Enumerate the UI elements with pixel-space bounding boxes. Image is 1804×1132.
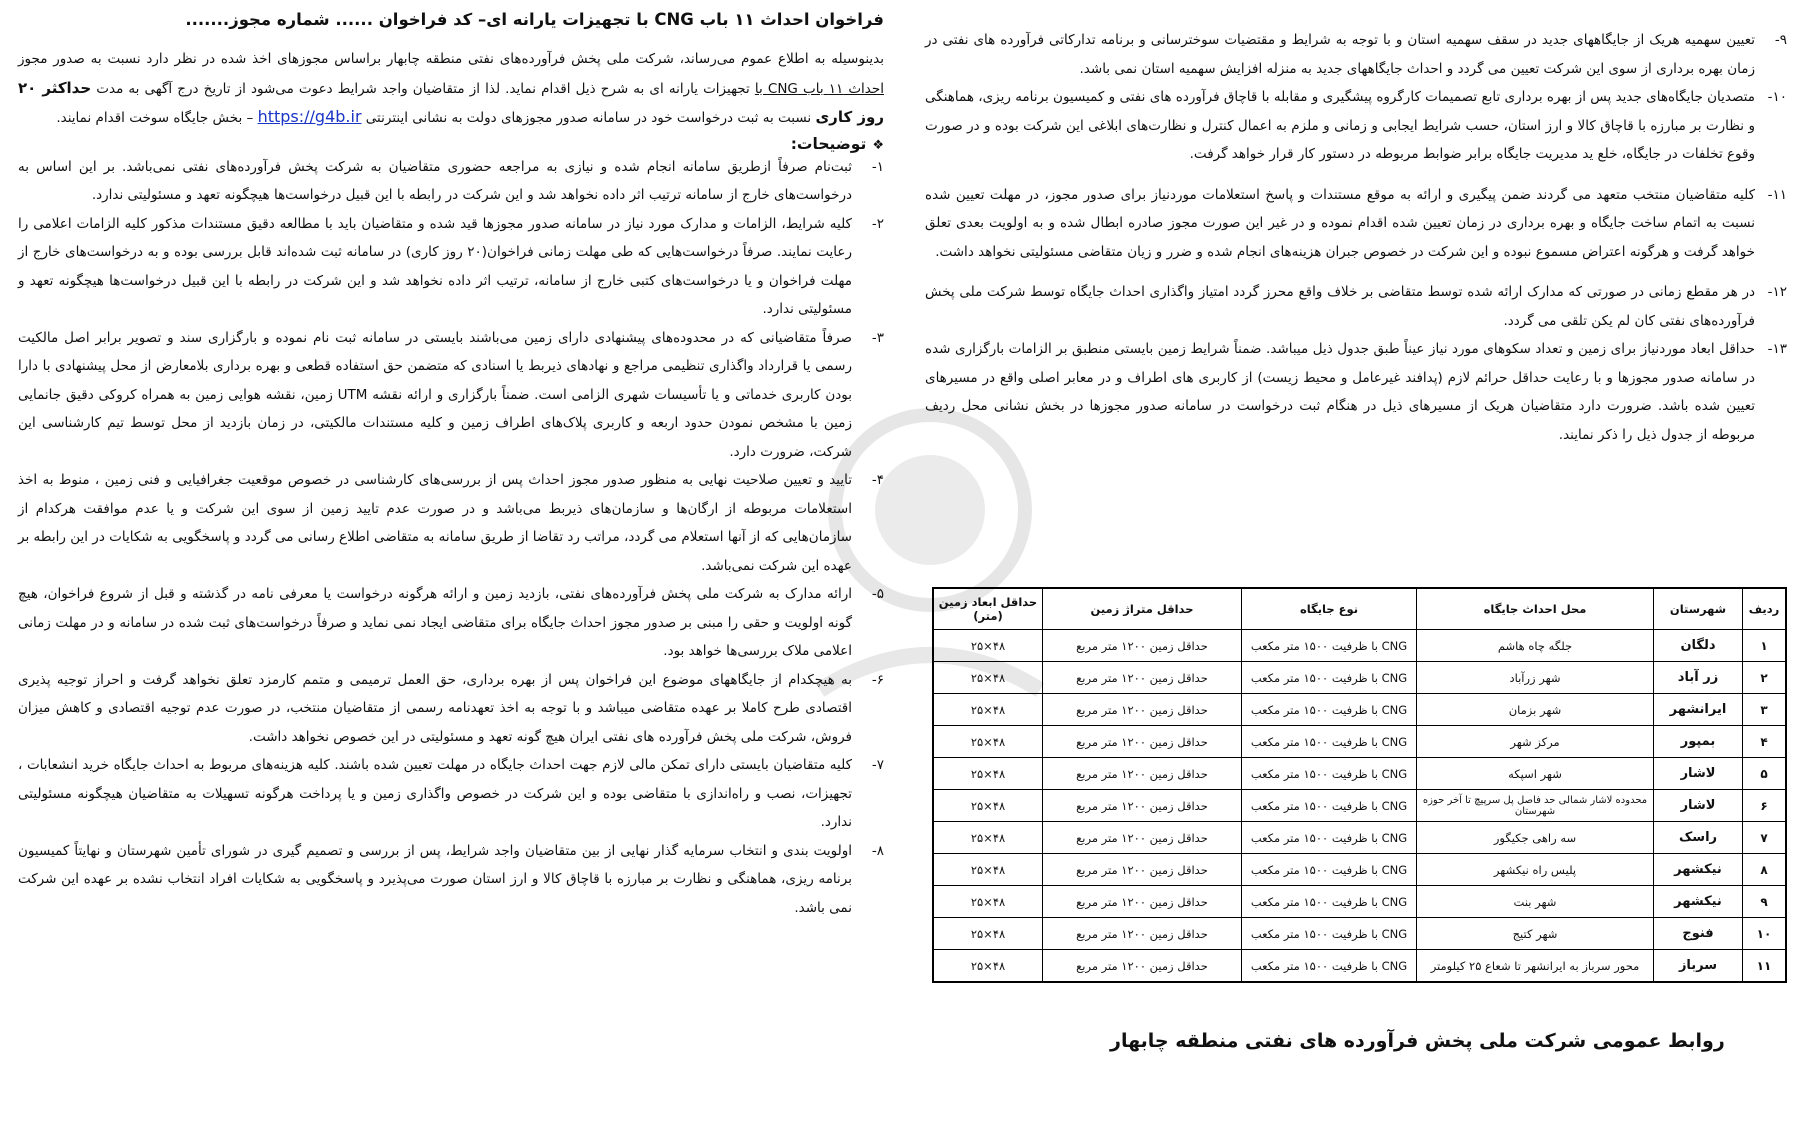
table-header-row <box>933 588 1786 630</box>
item-number: -۶ <box>871 671 884 688</box>
list-item <box>18 210 884 324</box>
cell-row: ۷ <box>1743 822 1787 854</box>
intro-text-3: نسبت به ثبت درخواست خود در سامانه صدور مجوزهای دولت به نشانی اینترنتی <box>361 110 816 126</box>
item-text: تایید و تعیین صلاحیت نهایی به منظور صدور مجوز احداث پس از بررسی‌های کارشناسی در خصوص موقعیت جغرافیایی و فنی زمین ، منوط به اخذ استعلامات مربوطه از ارگان‌ها و سازمان‌های ذیربط می‌باشد و در صورت عدم تایید زمین از سوی این شرکت و یا عدم موافقت هرکدام از سازمان‌هایی که از آنها استعلام می گردد، مراتب رد تقاضا از طریق سامانه به متقاضی اطلاع رسانی می گردد و پاسخگویی به شکایات در این رابطه بر عهده این شرکت نمی‌باشد. <box>18 472 852 574</box>
cell-city: ایرانشهر <box>1654 694 1743 726</box>
cell-city: نیکشهر <box>1654 854 1743 886</box>
notes-heading-label: توضیحات: <box>790 134 867 153</box>
cell-row: ۱ <box>1743 630 1787 662</box>
cell-dims: ۴۸×۲۵ <box>933 726 1043 758</box>
cell-row: ۶ <box>1743 790 1787 822</box>
cell-dims: ۴۸×۲۵ <box>933 630 1043 662</box>
cell-location: محدوده لاشار شمالی حد فاصل پل سرپیچ تا آخر حوزه شهرستان <box>1417 790 1654 822</box>
cell-row: ۱۱ <box>1743 950 1787 983</box>
cell-city: سرباز <box>1654 950 1743 983</box>
intro-underlined: احداث ۱۱ باب CNG با <box>754 80 884 97</box>
header-row-number: ردیف <box>1743 588 1787 630</box>
item-text: اولویت بندی و انتخاب سرمایه گذار نهایی از بین متقاضیان واجد شرایط، پس از بررسی و تصمیم گیری در شورای تأمین شهرستان و نهایتاً کمیسیون برنامه ریزی، هماهنگی و نظارت بر مبارزه با قاچاق کالا و ارز استان صورت می‌پذیرد و پاسخگویی به شکایات افراد انتخاب نشده بر عهده این شرکت نمی باشد. <box>18 842 852 916</box>
cell-dims: ۴۸×۲۵ <box>933 662 1043 694</box>
list-item <box>18 324 884 467</box>
left-column <box>18 0 884 922</box>
cell-dims: ۴۸×۲۵ <box>933 886 1043 918</box>
list-item <box>18 666 884 752</box>
item-text: ثبت‌نام صرفاً ازطریق سامانه انجام شده و نیازی به مراجعه حضوری متقاضیان به شرکت پخش فرآورده‌های نفتی نمی‌باشد. بر این اساس به درخواست‌های خارج از سامانه ترتیب اثر داده نخواهد شد و این شرکت در رابطه با این قبیل درخواست‌ها هیچگونه تعهد و مسئولیتی ندارد. <box>18 158 852 203</box>
intro-text-2: تجهیزات یارانه ای به شرح ذیل اقدام نماید. لذا از متقاضیان واجد شرایط دعوت می‌شود از تاریخ درج آگهی به مدت <box>91 80 755 97</box>
cell-location: شهر زرآباد <box>1417 662 1654 694</box>
stations-table <box>932 587 1787 983</box>
cell-area: حداقل زمین ۱۲۰۰ متر مربع <box>1043 630 1242 662</box>
cell-location: شهر کتیج <box>1417 918 1654 950</box>
cell-area: حداقل زمین ۱۲۰۰ متر مربع <box>1043 822 1242 854</box>
intro-text-4: – بخش جایگاه سوخت اقدام نمایند. <box>56 110 258 126</box>
list-item <box>925 26 1787 83</box>
intro-text-1: بدینوسیله به اطلاع عموم می‌رساند، شرکت ملی پخش فرآورده‌های نفتی منطقه چابهار براساس مجوزهای اخذ شده در نظر دارد نسبت به صدور مجوز <box>18 51 884 67</box>
table-row <box>933 822 1786 854</box>
item-text: کلیه متقاضیان بایستی دارای تمکن مالی لازم جهت احداث جایگاه در مهلت تعیین شده باشند. کلیه هزینه‌های مربوط به احداث جایگاه خرید انشعابات ، تجهیزات، نصب و راه‌اندازی با متقاضی بوده و این شرکت در خصوص واگذاری زمین و یا پرداخت هرگونه تسهیلات به متقاضیان هیچگونه مسئولیتی ندارد. <box>18 757 852 830</box>
header-type: نوع جایگاه <box>1242 588 1417 630</box>
item-text: ارائه مدارک به شرکت ملی پخش فرآورده‌های نفتی، بازدید زمین و ارائه هرگونه درخواست یا معرفی نامه در گذشته و قبل از شروع فراخوان، هیچ گونه اولویت و حقی را مبنی بر صدور مجوز احداث جایگاه برای متقاضی ایجاد نمی نماید و صرفاً درخواست‌های ثبت شده در سامانه و در مهلت زمانی اعلامی ملاک بررسی‌ها خواهد بود. <box>18 586 852 659</box>
cell-location: محور سرباز به ایرانشهر تا شعاع ۲۵ کیلومتر <box>1417 950 1654 983</box>
table-row <box>933 758 1786 790</box>
cell-location: جلگه چاه هاشم <box>1417 630 1654 662</box>
item-text: تعیین سهمیه هریک از جایگاههای جدید در سقف سهمیه استان و با توجه به شرایط و مقتضیات سوخترسانی و برنامه تدارکاتی فرآورده های نفتی در زمان بهره برداری از سوی این شرکت تعیین می گردد و احداث جایگاههای جدید به منزله افزایش سهمیه استان نمی باشد. <box>925 32 1755 77</box>
intro-deadline: حداکثر ۲۰ روز کاری <box>18 78 884 126</box>
cell-dims: ۴۸×۲۵ <box>933 822 1043 854</box>
item-number: -۱۳ <box>1767 341 1787 357</box>
cell-dims: ۴۸×۲۵ <box>933 758 1043 790</box>
list-item <box>18 751 884 837</box>
cell-city: لاشار <box>1654 758 1743 790</box>
list-item <box>18 580 884 666</box>
table-row <box>933 918 1786 950</box>
list-item <box>18 153 884 210</box>
cell-row: ۵ <box>1743 758 1787 790</box>
cell-location: مرکز شهر <box>1417 726 1654 758</box>
cell-dims: ۴۸×۲۵ <box>933 790 1043 822</box>
item-number: -۷ <box>871 757 884 773</box>
table-row <box>933 662 1786 694</box>
header-area: حداقل متراژ زمین <box>1043 588 1242 630</box>
cell-city: راسک <box>1654 822 1743 854</box>
header-city: شهرستان <box>1654 588 1743 630</box>
list-item <box>925 181 1787 267</box>
cell-city: دلگان <box>1654 630 1743 662</box>
item-text: حداقل ابعاد موردنیاز برای زمین و تعداد سکوهای مورد نیاز عیناً طبق جدول ذیل میباشد. ضمناً شرایط زمین بایستی منطبق بر الزامات بارگزاری شده در سامانه صدور مجوزها و با رعایت حداقل حرائم لازم (پدافند غیرعامل و محیط زیست) از کاربری های اطراف و در معابر اصلی واقع در مسیرهای تعیین شده باشد. ضرورت دارد متقاضیان هریک از مسیرهای ذیل در هنگام ثبت درخواست در سامانه صدور مجوزها در بخش نشانی محل ردیف مربوطه از جدول ذیل را ذکر نمایند. <box>925 341 1755 443</box>
cell-city: زر آباد <box>1654 662 1743 694</box>
cell-dims: ۴۸×۲۵ <box>933 694 1043 726</box>
item-number: -۱۲ <box>1767 284 1787 300</box>
item-number: -۲ <box>871 215 884 232</box>
list-item <box>925 278 1787 335</box>
header-location: محل احداث جایگاه <box>1417 588 1654 630</box>
cell-row: ۳ <box>1743 694 1787 726</box>
list-item <box>18 837 884 923</box>
cell-city: لاشار <box>1654 790 1743 822</box>
item-text: کلیه شرایط، الزامات و مدارک مورد نیاز در سامانه صدور مجوزها قید شده و متقاضیان باید با مطالعه دقیق مستندات مذکور کلیه الزامات اعلامی را رعایت نمایند. صرفاً درخواست‌هایی که طی مهلت زمانی فراخوان(۲۰ روز کاری) در سامانه ثبت شده‌اند قابل بررسی بوده و به درخواست‌های خارج از مهلت فراخوان و یا درخواست‌های کتبی خارج از سامانه، ترتیب اثر داده نخواهد شد و این شرکت در رابطه با این قبیل درخواست‌ها هیچگونه تعهد و مسئولیتی ندارد. <box>18 215 852 317</box>
cell-dims: ۴۸×۲۵ <box>933 918 1043 950</box>
cell-city: بمپور <box>1654 726 1743 758</box>
table-row <box>933 790 1786 822</box>
cell-location: شهر بنت <box>1417 886 1654 918</box>
cell-area: حداقل زمین ۱۲۰۰ متر مربع <box>1043 950 1242 983</box>
item-number: -۸ <box>871 842 884 859</box>
cell-city: نیکشهر <box>1654 886 1743 918</box>
list-item <box>18 466 884 580</box>
item-number: -۳ <box>871 329 884 346</box>
right-column <box>925 0 1787 449</box>
bullet-icon: ❖ <box>872 137 884 153</box>
cell-row: ۸ <box>1743 854 1787 886</box>
cell-area: حداقل زمین ۱۲۰۰ متر مربع <box>1043 758 1242 790</box>
item-number: -۵ <box>871 586 884 602</box>
cell-row: ۹ <box>1743 886 1787 918</box>
cell-type: CNG با ظرفیت ۱۵۰۰ متر مکعب <box>1242 886 1417 918</box>
cell-area: حداقل زمین ۱۲۰۰ متر مربع <box>1043 790 1242 822</box>
cell-location: شهر اسپکه <box>1417 758 1654 790</box>
cell-location: سه راهی جکیگور <box>1417 822 1654 854</box>
table-row <box>933 854 1786 886</box>
cell-type: CNG با ظرفیت ۱۵۰۰ متر مکعب <box>1242 790 1417 822</box>
item-text: به هیچکدام از جایگاههای موضوع این فراخوان پس از بهره برداری، حق العمل ترمیمی و متمم کارمزد تعلق نخواهد گرفت و احراز توجیه پذیری اقتصادی طرح کاملا بر عهده متقاضی میباشد و با توجه به اخذ تعهدنامه رسمی از متقاضیان منتخب، در صورت عدم توجیه اقتصادی و کاهش میزان فروش، شرکت ملی پخش فرآورده های نفتی ایران هیچ گونه تعهد و مسئولیتی در این خصوص نخواهد داشت. <box>18 671 852 745</box>
cell-city: فنوج <box>1654 918 1743 950</box>
table-row <box>933 694 1786 726</box>
cell-type: CNG با ظرفیت ۱۵۰۰ متر مکعب <box>1242 630 1417 662</box>
cell-row: ۲ <box>1743 662 1787 694</box>
item-text: متصدیان جایگاه‌های جدید پس از بهره برداری تابع تصمیمات کارگروه پیشگیری و مقابله با قاچاق فرآورده های نفتی و کمیسیون برنامه ریزی، هماهنگی و نظارت بر مبارزه با قاچاق کالا و ارز استان، حسب شرایط ایجابی و زمانی و ملزم به اعمال کنترل و نظارت‌های ابلاغی این شرکت بوده و در صورت وقوع تخلفات در جایگاه، خلع ید مدیریت جایگاه برابر ضوابط مربوطه در دستور کار قرار خواهد گرفت. <box>925 89 1755 162</box>
cell-area: حداقل زمین ۱۲۰۰ متر مربع <box>1043 694 1242 726</box>
cell-dims: ۴۸×۲۵ <box>933 854 1043 886</box>
footer-signature: روابط عمومی شرکت ملی پخش فرآورده های نفتی منطقه چابهار <box>1110 1030 1725 1052</box>
list-item <box>925 83 1787 169</box>
item-number: -۹ <box>1774 32 1787 48</box>
cell-location: پلیس راه نیکشهر <box>1417 854 1654 886</box>
cell-area: حداقل زمین ۱۲۰۰ متر مربع <box>1043 726 1242 758</box>
item-number: -۴ <box>871 472 884 488</box>
item-text: صرفاً متقاضیانی که در محدوده‌های پیشنهادی دارای زمین می‌باشند بایستی در سامانه ثبت نام نموده و بارگزاری سند و تصویر برابر اصل مالکیت رسمی یا قرارداد واگذاری تنظیمی مراجع و نهادهای ذیربط یا اسنادی که متضمن حق استفاده قطعی و بهره برداری بلامعارض از محل پیشنهادی با دارا بودن کاربری خدماتی و یا تأسیسات شهری الزامی است. ضمناً بارگزاری و ارائه نقشه UTM زمین، نقشه هوایی زمین به همراه کروکی دقیق جانمایی زمین با مشخص نمودن حدود اربعه و کاربری پلاک‌های اطراف زمین و کلیه مستندات مالکیتی، در زمان بازدید از محل توسط تیم کارشناسی این شرکت، ضرورت دارد. <box>18 329 852 460</box>
announcement-title: فراخوان احداث ۱۱ باب CNG با تجهیزات یارانه ای– کد فراخوان ...... شماره مجوز....... <box>185 10 884 29</box>
header-dims: حداقل ابعاد زمین (متر) <box>933 588 1043 630</box>
item-text: کلیه متقاضیان منتخب متعهد می گردند ضمن پیگیری و ارائه به موقع مستندات و پاسخ استعلامات موردنیاز برای صدور مجوز، در مهلت تعیین شده نسبت به اتمام ساخت جایگاه و بهره برداری در زمان تعیین شده اقدام نموده و در غیر این صورت مجوز صادره ابطال شده و به اولویت بعدی تعلق خواهد گرفت و هرگونه اعتراض مسموع نبوده و این شرکت در خصوص جبران هزینه‌های انجام شده و ضرر و زیان متقاضی مسئولیتی نخواهد داشت. <box>925 186 1755 260</box>
item-number: -۱ <box>871 158 884 175</box>
table-row <box>933 886 1786 918</box>
cell-type: CNG با ظرفیت ۱۵۰۰ متر مکعب <box>1242 726 1417 758</box>
cell-area: حداقل زمین ۱۲۰۰ متر مربع <box>1043 662 1242 694</box>
cell-dims: ۴۸×۲۵ <box>933 950 1043 983</box>
cell-area: حداقل زمین ۱۲۰۰ متر مربع <box>1043 886 1242 918</box>
cell-type: CNG با ظرفیت ۱۵۰۰ متر مکعب <box>1242 694 1417 726</box>
cell-row: ۱۰ <box>1743 918 1787 950</box>
intro-paragraph <box>18 45 884 133</box>
item-text: در هر مقطع زمانی در صورتی که مدارک ارائه شده توسط متقاضی بر خلاف واقع محرز گردد امتیاز واگذاری احداث جایگاه توسط شرکت ملی پخش فرآورده‌های نفتی کان لم یکن تلقی می گردد. <box>925 284 1755 329</box>
notes-heading <box>18 135 884 153</box>
cell-type: CNG با ظرفیت ۱۵۰۰ متر مکعب <box>1242 758 1417 790</box>
item-number: -۱۱ <box>1767 186 1787 203</box>
cell-location: شهر بزمان <box>1417 694 1654 726</box>
cell-area: حداقل زمین ۱۲۰۰ متر مربع <box>1043 854 1242 886</box>
cell-type: CNG با ظرفیت ۱۵۰۰ متر مکعب <box>1242 662 1417 694</box>
cell-type: CNG با ظرفیت ۱۵۰۰ متر مکعب <box>1242 950 1417 983</box>
g4b-link[interactable]: https://g4b.ir <box>257 107 362 126</box>
cell-area: حداقل زمین ۱۲۰۰ متر مربع <box>1043 918 1242 950</box>
table-row <box>933 950 1786 983</box>
cell-type: CNG با ظرفیت ۱۵۰۰ متر مکعب <box>1242 854 1417 886</box>
cell-type: CNG با ظرفیت ۱۵۰۰ متر مکعب <box>1242 822 1417 854</box>
cell-row: ۴ <box>1743 726 1787 758</box>
list-item <box>925 335 1787 449</box>
cell-type: CNG با ظرفیت ۱۵۰۰ متر مکعب <box>1242 918 1417 950</box>
table-row <box>933 726 1786 758</box>
item-number: -۱۰ <box>1767 89 1787 105</box>
table-row <box>933 630 1786 662</box>
